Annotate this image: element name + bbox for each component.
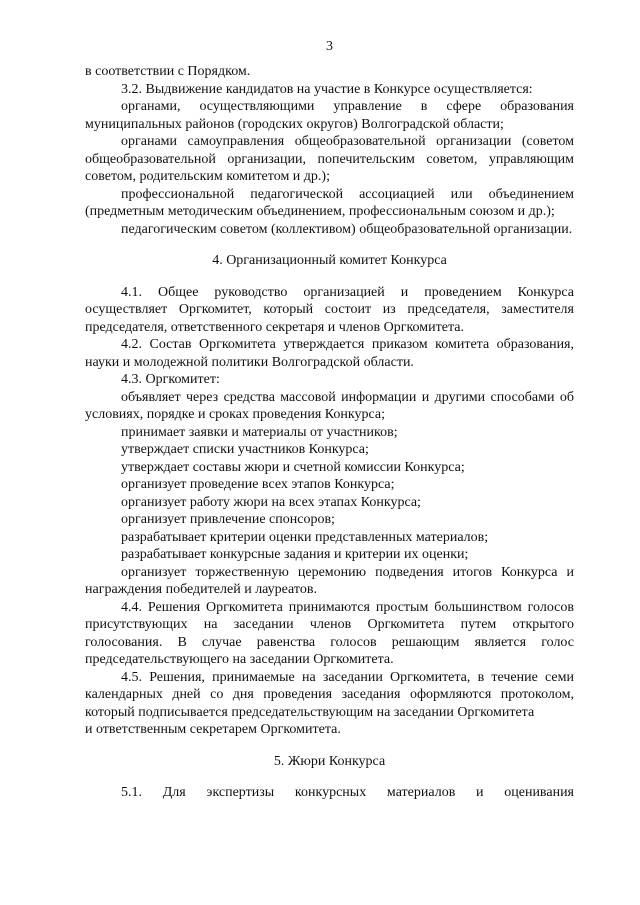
paragraph: органами, осуществляющими управление в сфере образования муниципальных районов (городских округов) Волгоградской области; — [85, 99, 574, 132]
section-heading: 5. Жюри Конкурса — [273, 753, 386, 769]
paragraph: органами самоуправления общеобразовательной организации (советом общеобразовательной организации, попечительским советом, управляющим советом, родительским комитетом и др.); — [85, 134, 574, 184]
paragraph: 3.2. Выдвижение кандидатов на участие в Конкурсе осуществляется: — [121, 81, 533, 97]
list-item: организует работу жюри на всех этапах Конкурса; — [121, 494, 421, 510]
paragraph: и ответственным секретарем Оргкомитета. — [85, 722, 341, 737]
section-heading: 4. Организационный комитет Конкурса — [212, 253, 447, 268]
paragraph: 4.2. Состав Оргкомитета утверждается приказом комитета образования, науки и молодежной политики Волгоградской области. — [85, 337, 574, 370]
list-item: организует торжественную церемонию подведения итогов Конкурса и награждения победителей и лауреатов. — [85, 564, 574, 597]
list-item: организует привлечение спонсоров; — [121, 512, 335, 527]
section-5 — [85, 753, 574, 802]
list-item: утверждает составы жюри и счетной комиссии Конкурса; — [121, 459, 465, 475]
list-item: разрабатывает критерии оценки представленных материалов; — [121, 529, 489, 545]
paragraph: 4.3. Оргкомитет: — [121, 372, 220, 387]
paragraph: профессиональной педагогической ассоциацией или объединением (предметным методическим объединением, профессиональным союзом и др.); — [85, 186, 574, 219]
paragraph: в соответствии с Порядком. — [85, 64, 251, 79]
paragraph: 5.1. Для экспертизы конкурсных материалов и оценивания — [121, 785, 574, 800]
paragraph: педагогическим советом (коллективом) общеобразовательной организации. — [121, 221, 573, 237]
list-item: организует проведение всех этапов Конкурса; — [121, 477, 395, 492]
list-item: объявляет через средства массовой информации и другими способами об условиях, порядке и сроках проведения Конкурса; — [85, 389, 574, 422]
list-item: утверждает списки участников Конкурса; — [121, 442, 369, 457]
section-3-continuation — [85, 63, 574, 238]
page-number: 3 — [326, 39, 333, 54]
section-4 — [85, 252, 574, 739]
paragraph: 4.4. Решения Оргкомитета принимаются простым большинством голосов присутствующих на заседании членов Оргкомитета путем открытого голосования. В случае равенства голосов решающим является голос председательствующего на заседании Оргкомитета. — [85, 599, 574, 667]
list-item: принимает заявки и материалы от участников; — [121, 424, 398, 440]
paragraph: 4.5. Решения, принимаемые на заседании Оргкомитета, в течение семи календарных дней со дня проведения заседания оформляются протоколом, который подписывается председательствующим на заседании Оргкомитета — [85, 669, 574, 720]
paragraph: 4.1. Общее руководство организацией и проведением Конкурса осуществляет Оргкомитет, который состоит из председателя, заместителя председателя, ответственного секретаря и членов Оргкомитета. — [85, 284, 574, 335]
list-item: разрабатывает конкурсные задания и критерии их оценки; — [121, 547, 469, 562]
document-body — [85, 63, 574, 802]
